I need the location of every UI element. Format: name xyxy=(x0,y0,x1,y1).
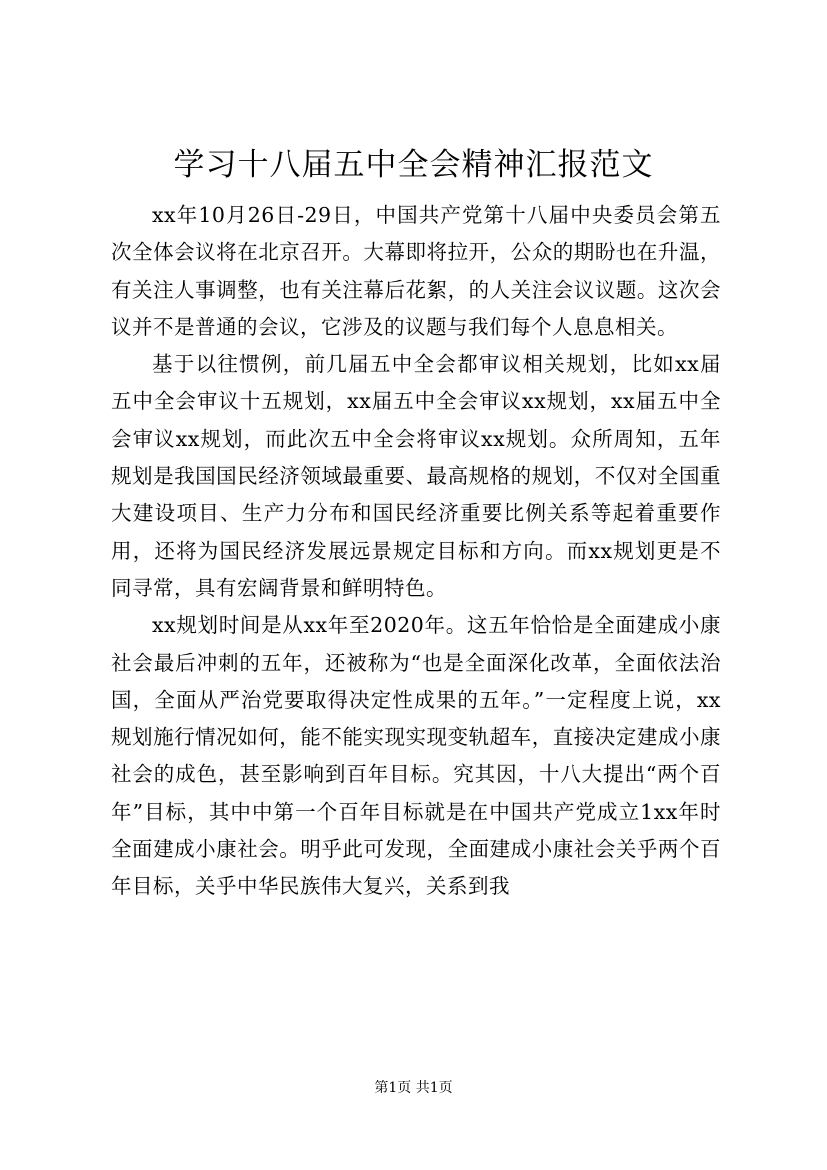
document-body xyxy=(111,197,721,906)
paragraph-2: 基于以往惯例，前几届五中全会都审议相关规划，比如xx届五中全会审议十五规划，xx届五中全会审议xx规划，xx届五中全会审议xx规划，而此次五中全会将审议xx规划。众所周知，五年规划是我国国民经济领域最重要、最高规格的规划，不仅对全国重大建设项目、生产力分布和国民经济重要比例关系等起着重要作用，还将为国民经济发展远景规定目标和方向。而xx规划更是不同寻常，具有宏阔背景和鲜明特色。 xyxy=(111,352,721,600)
page-footer: 第1页 共1页 xyxy=(374,1080,453,1096)
paragraph-1: xx年10月26日-29日，中国共产党第十八届中央委员会第五次全体会议将在北京召开。大幕即将拉开，公众的期盼也在升温，有关注人事调整，也有关注幕后花絮，的人关注会议议题。这次会议并不是普通的会议，它涉及的议题与我们每个人息息相关。 xyxy=(111,203,721,339)
document-title: 学习十八届五中全会精神汇报范文 xyxy=(173,147,654,183)
paragraph-3: xx规划时间是从xx年至2020年。这五年恰恰是全面建成小康社会最后冲刺的五年，还被称为“也是全面深化改革，全面依法治国，全面从严治党要取得决定性成果的五年。”一定程度上说，xx规划施行情况如何，能不能实现实现变轨超车，直接决定建成小康社会的成色，甚至影响到百年目标。究其因，十八大提出“两个百年”目标，其中中第一个百年目标就是在中国共产党成立1xx年时全面建成小康社会。明乎此可发现，全面建成小康社会关乎两个百年目标，关乎中华民族伟大复兴，关系到我 xyxy=(111,613,721,899)
